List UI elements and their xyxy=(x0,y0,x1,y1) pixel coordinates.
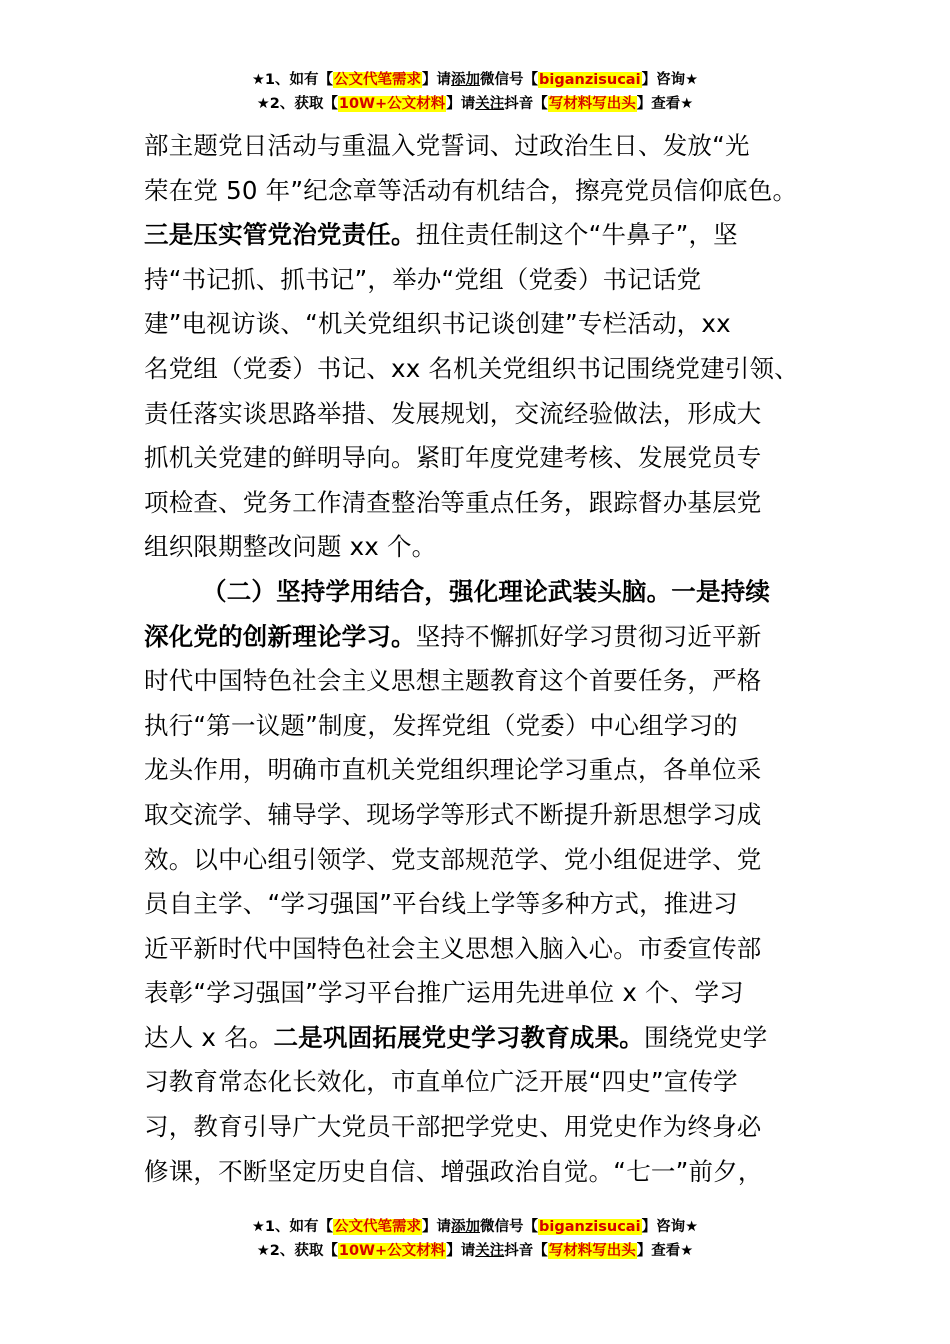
banner-text: 】咨询★ xyxy=(641,72,699,88)
body-line: 名党组（党委）书记、xx 名机关党组织书记围绕党建引领、 xyxy=(144,353,799,383)
banner-text: 】请 xyxy=(422,72,452,88)
section-heading: （二）坚持学用结合，强化理论武装头脑。一是持续 xyxy=(202,576,771,606)
body-line: 近平新时代中国特色社会主义思想入脑入心。市委宣传部 xyxy=(144,933,762,963)
body-line: 组织限期整改问题 xx 个。 xyxy=(144,532,437,562)
banner-text: 微信号【 xyxy=(480,1219,539,1235)
banner-underlined-text: 关注 xyxy=(475,96,505,112)
banner-text: ★2、获取【 xyxy=(256,1243,338,1259)
banner-highlight: biganzisucai xyxy=(539,1219,641,1235)
header-banner xyxy=(0,68,950,116)
banner-line-1 xyxy=(0,1215,950,1239)
bold-heading: 二是巩固拓展党史学习教育成果。 xyxy=(273,1022,644,1052)
body-line: 习，教育引导广大党员干部把学党史、用党史作为终身必 xyxy=(144,1112,762,1142)
body-line: 荣在党 50 年”纪念章等活动有机结合，擦亮党员信仰底色。 xyxy=(144,175,798,205)
body-line: 建”电视访谈、“机关党组织书记谈创建”专栏活动，xx xyxy=(144,309,731,339)
body-line: 抓机关党建的鲜明导向。紧盯年度党建考核、发展党员专 xyxy=(144,443,762,473)
banner-underlined-text: 关注 xyxy=(475,1243,505,1259)
body-line: 龙头作用，明确市直机关党组织理论学习重点，各单位采 xyxy=(144,755,762,785)
body-line: 习教育常态化长效化，市直单位广泛开展“四史”宣传学 xyxy=(144,1067,738,1097)
banner-highlight: 写材料写出头 xyxy=(548,96,636,112)
body-line: 员自主学、“学习强国”平台线上学等多种方式，推进习 xyxy=(144,889,738,919)
footer-banner xyxy=(0,1215,950,1263)
banner-highlight: 写材料写出头 xyxy=(548,1243,636,1259)
body-line: 取交流学、辅导学、现场学等形式不断提升新思想学习成 xyxy=(144,799,762,829)
bold-heading: 深化党的创新理论学习。 xyxy=(144,621,416,651)
banner-highlight: biganzisucai xyxy=(539,72,641,88)
body-line: 时代中国特色社会主义思想主题教育这个首要任务，严格 xyxy=(144,666,762,696)
document-body xyxy=(144,124,816,1194)
body-text: 达人 x 名。 xyxy=(144,1022,274,1052)
banner-text: ★1、如有【 xyxy=(251,72,334,88)
banner-text: 抖音【 xyxy=(504,1243,548,1259)
banner-line-2 xyxy=(0,92,950,116)
banner-text: 】查看★ xyxy=(636,96,694,112)
body-line: 表彰“学习强国”学习平台推广运用先进单位 x 个、学习 xyxy=(144,978,744,1008)
banner-text: ★1、如有【 xyxy=(251,1219,334,1235)
banner-text: 】咨询★ xyxy=(641,1219,699,1235)
banner-underlined-text: 添加 xyxy=(451,72,481,88)
body-line xyxy=(144,615,816,660)
body-line: 部主题党日活动与重温入党誓词、过政治生日、发放“光 xyxy=(144,131,750,160)
banner-line-2 xyxy=(0,1239,950,1263)
banner-line-1 xyxy=(0,68,950,92)
body-line: 持“书记抓、抓书记”，举办“党组（党委）书记话党 xyxy=(144,264,702,294)
bold-heading: 三是压实管党治党责任。 xyxy=(144,220,416,250)
body-text: 坚持不懈抓好学习贯彻习近平新 xyxy=(415,621,762,651)
body-text: 围绕党史学 xyxy=(643,1022,768,1052)
banner-highlight: 公文代笔需求 xyxy=(334,72,422,88)
banner-text: 抖音【 xyxy=(504,96,548,112)
body-line: 责任落实谈思路举措、发展规划，交流经验做法，形成大 xyxy=(144,398,762,428)
banner-highlight: 10W+公文材料 xyxy=(338,96,446,112)
banner-highlight: 10W+公文材料 xyxy=(338,1243,446,1259)
body-line: 修课，不断坚定历史自信、增强政治自觉。“七一”前夕， xyxy=(144,1156,763,1186)
banner-text: 】请 xyxy=(422,1219,452,1235)
body-line: 执行“第一议题”制度，发挥党组（党委）中心组学习的 xyxy=(144,710,738,740)
banner-text: 微信号【 xyxy=(480,72,539,88)
body-line xyxy=(144,213,816,258)
banner-underlined-text: 添加 xyxy=(451,1219,481,1235)
banner-text: 】请 xyxy=(446,1243,476,1259)
body-line xyxy=(144,1016,816,1061)
banner-text: 】查看★ xyxy=(636,1243,694,1259)
body-text: 扭住责任制这个“牛鼻子”，坚 xyxy=(415,220,738,250)
body-line: 项检查、党务工作清查整治等重点任务，跟踪督办基层党 xyxy=(144,487,762,517)
body-line: 效。以中心组引领学、党支部规范学、党小组促进学、党 xyxy=(144,844,762,874)
banner-highlight: 公文代笔需求 xyxy=(334,1219,422,1235)
banner-text: 】请 xyxy=(446,96,476,112)
banner-text: ★2、获取【 xyxy=(256,96,338,112)
